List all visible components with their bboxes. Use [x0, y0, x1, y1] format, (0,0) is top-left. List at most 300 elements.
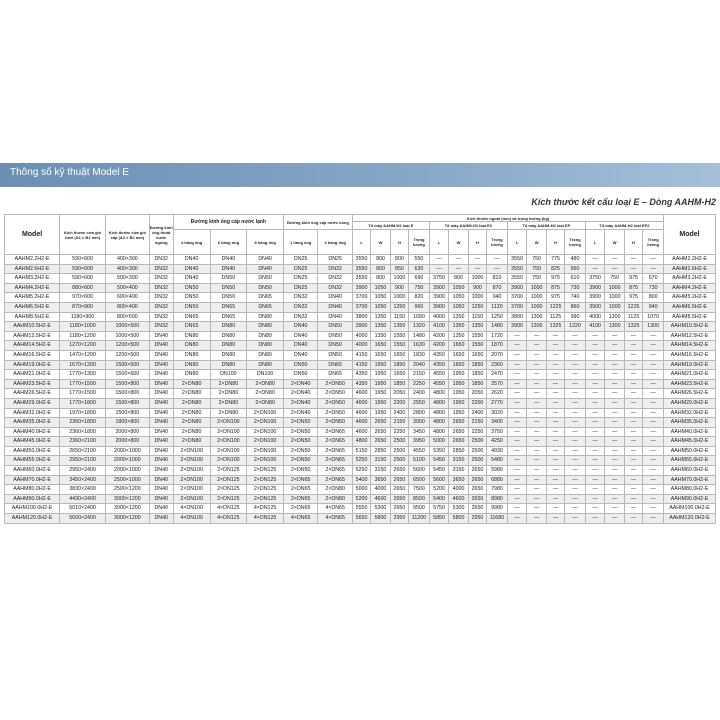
table-cell: —	[546, 504, 564, 514]
table-cell: 5350	[429, 446, 449, 456]
table-cell: 3650	[371, 475, 391, 485]
table-cell: 2400	[390, 408, 408, 418]
table-body	[5, 255, 716, 524]
table-cell: —	[585, 456, 605, 466]
table-cell: 2650	[371, 437, 391, 447]
table-cell: —	[429, 255, 449, 265]
header-cold-col: 4 hàng ống	[173, 230, 210, 255]
model-cell: AAHM26.5H2-E	[5, 389, 60, 399]
table-cell: 3650	[449, 475, 469, 485]
table-cell: 3150	[371, 456, 391, 466]
table-cell: —	[585, 475, 605, 485]
table-cell: 3900	[352, 283, 370, 293]
table-cell: 2650	[449, 437, 469, 447]
table-cell: 2×DN40	[283, 379, 317, 389]
table-cell: 3900	[429, 283, 449, 293]
table-cell: 2500	[468, 446, 486, 456]
table-cell: 2650	[468, 504, 486, 514]
table-cell: 4000	[352, 341, 370, 351]
table-cell: DN80	[173, 370, 210, 380]
table-cell: 2200	[468, 398, 486, 408]
table-cell: 590×600	[60, 274, 106, 284]
table-cell: —	[527, 456, 547, 466]
table-cell: 1950	[371, 379, 391, 389]
table-cell: DN50	[318, 350, 352, 360]
table-cell: 1950	[449, 408, 469, 418]
table-cell: 2070	[487, 350, 508, 360]
table-cell: DN40	[318, 293, 352, 303]
model-cell: AAHM5.2H2-E	[664, 293, 716, 303]
table-cell: 4×DN125	[247, 514, 284, 524]
header-model-left: Model	[5, 215, 60, 255]
table-cell: 4150	[352, 350, 370, 360]
header-dims-group: Kích thước ngoài (mm) và trọng lượng (kg)	[352, 215, 663, 222]
table-cell: 750	[527, 264, 547, 274]
table-cell: —	[527, 370, 547, 380]
table-cell: 1320	[409, 322, 430, 332]
table-cell: 5550	[352, 504, 370, 514]
table-cell: 2×DN100	[247, 437, 284, 447]
table-cell: DN40	[149, 427, 173, 437]
table-cell: 2650	[468, 466, 486, 476]
table-cell: DN100	[210, 370, 247, 380]
table-cell: DN65	[210, 302, 247, 312]
table-cell: 1950	[371, 408, 391, 418]
table-cell: —	[527, 494, 547, 504]
table-cell: —	[585, 446, 605, 456]
table-cell: 5300	[371, 504, 391, 514]
table-cell: —	[527, 437, 547, 447]
table-cell: —	[643, 389, 664, 399]
table-cell: —	[585, 504, 605, 514]
table-cell: 1950	[449, 370, 469, 380]
table-cell: 2×DN40	[283, 398, 317, 408]
table-cell: 2800	[409, 408, 430, 418]
table-cell: 550	[409, 255, 430, 265]
table-cell: —	[605, 341, 625, 351]
table-cell: DN40	[149, 504, 173, 514]
table-cell: —	[605, 427, 625, 437]
table-cell: 1350	[468, 322, 486, 332]
table-cell: 1670×1200	[60, 360, 106, 370]
table-cell: 2×DN80	[210, 389, 247, 399]
table-cell: 2500	[468, 456, 486, 466]
table-cell: DN80	[173, 341, 210, 351]
table-cell: 630	[409, 264, 430, 274]
table-cell: 1550	[390, 341, 408, 351]
table-cell: DN32	[149, 312, 173, 322]
table-subtitle: Kích thước kết cấu loại E – Dòng AAHM-H2	[531, 197, 716, 207]
table-row	[5, 494, 716, 504]
table-cell: —	[527, 341, 547, 351]
table-cell: 800	[371, 255, 391, 265]
table-cell: 4800	[429, 398, 449, 408]
table-cell: —	[605, 466, 625, 476]
table-cell: —	[585, 389, 605, 399]
table-cell: —	[643, 379, 664, 389]
table-cell: 750	[409, 283, 430, 293]
table-cell: 5000	[352, 485, 370, 495]
table-cell: DN32	[149, 274, 173, 284]
table-cell: 1350	[371, 331, 391, 341]
table-row	[5, 475, 716, 485]
table-cell: DN65	[210, 312, 247, 322]
header-dim-col: W	[605, 230, 625, 255]
table-cell: 2×DN50	[283, 418, 317, 428]
table-cell: 2×DN50	[283, 446, 317, 456]
table-cell: 3900	[507, 283, 527, 293]
table-cell: —	[624, 370, 642, 380]
table-cell: 3800	[507, 312, 527, 322]
table-cell: DN32	[283, 312, 317, 322]
table-cell: 2×DN80	[210, 408, 247, 418]
table-cell: 3750	[487, 427, 508, 437]
table-cell: 1950	[449, 389, 469, 399]
table-cell: —	[585, 408, 605, 418]
table-cell: 4600	[371, 494, 391, 504]
table-cell: 2×DN65	[283, 504, 317, 514]
table-cell: 1350	[371, 312, 391, 322]
model-cell: AAHM23.5H2-E	[664, 379, 716, 389]
table-cell: 5150	[352, 446, 370, 456]
table-cell: 1630	[409, 341, 430, 351]
model-cell: AAHM8.5H2-E	[664, 312, 716, 322]
table-cell: —	[487, 255, 508, 265]
table-cell: 975	[624, 274, 642, 284]
table-cell: DN40	[149, 350, 173, 360]
table-cell: —	[643, 370, 664, 380]
table-cell: 1480	[487, 322, 508, 332]
table-cell: 2040	[409, 360, 430, 370]
table-cell: —	[507, 514, 527, 524]
table-row	[5, 331, 716, 341]
table-cell: 1950	[449, 398, 469, 408]
table-cell: 4×DN100	[173, 514, 210, 524]
table-cell: 1050	[371, 302, 391, 312]
table-cell: —	[468, 255, 486, 265]
table-cell: 5250	[352, 466, 370, 476]
table-cell: 1830	[409, 350, 430, 360]
table-cell: —	[643, 331, 664, 341]
table-cell: —	[643, 264, 664, 274]
table-cell: 1500×500	[106, 360, 150, 370]
table-cell: 1300	[605, 312, 625, 322]
table-cell: —	[585, 398, 605, 408]
table-cell: DN32	[149, 293, 173, 303]
table-cell: 1000	[390, 274, 408, 284]
table-cell: 2950	[390, 514, 408, 524]
table-cell: —	[565, 504, 586, 514]
table-cell: —	[565, 341, 586, 351]
table-cell: 3450	[409, 427, 430, 437]
table-cell: 2×DN65	[318, 475, 352, 485]
table-cell: 2×DN80	[247, 389, 284, 399]
table-cell: 5250	[352, 456, 370, 466]
table-row	[5, 379, 716, 389]
table-cell: 5600×2400	[60, 514, 106, 524]
table-cell: 2×DN80	[247, 398, 284, 408]
table-cell: 3900	[585, 293, 605, 303]
table-cell: 1770×1800	[60, 398, 106, 408]
table-cell: 6880	[487, 475, 508, 485]
table-cell: 2×DN100	[173, 485, 210, 495]
table-cell: 2650	[371, 427, 391, 437]
model-cell: AAHM45.0H2-E	[5, 437, 60, 447]
table-cell: —	[546, 408, 564, 418]
table-cell: DN80	[247, 312, 284, 322]
model-cell: AAHM21.0H2-E	[664, 370, 716, 380]
table-cell: —	[643, 418, 664, 428]
table-row	[5, 514, 716, 524]
table-cell: DN80	[210, 341, 247, 351]
table-cell: 1650	[371, 341, 391, 351]
table-cell: 1150	[468, 312, 486, 322]
table-cell: —	[624, 350, 642, 360]
table-cell: —	[527, 350, 547, 360]
table-cell: —	[585, 494, 605, 504]
table-cell: —	[527, 379, 547, 389]
table-cell: 3900	[429, 293, 449, 303]
table-row	[5, 389, 716, 399]
table-cell: —	[605, 446, 625, 456]
table-cell: 3700	[352, 302, 370, 312]
table-cell: 1325	[624, 322, 642, 332]
table-cell: 4×DN100	[173, 504, 210, 514]
table-cell: 4×DN65	[318, 504, 352, 514]
table-cell: —	[507, 437, 527, 447]
table-cell: 2150	[390, 418, 408, 428]
table-cell: 600×400	[106, 293, 150, 303]
table-cell: 1000	[527, 302, 547, 312]
table-cell: 800	[371, 264, 391, 274]
table-cell: 1950	[371, 370, 391, 380]
model-cell: AAHM4.2H2-E	[5, 283, 60, 293]
table-cell: DN40	[149, 418, 173, 428]
table-cell: 2×DN100	[247, 418, 284, 428]
table-cell: —	[546, 466, 564, 476]
section-banner	[0, 163, 720, 187]
table-cell: 2650×2100	[60, 446, 106, 456]
table-cell: 730	[565, 283, 586, 293]
table-cell: DN40	[318, 312, 352, 322]
table-cell: DN40	[149, 456, 173, 466]
table-cell: 1650	[390, 370, 408, 380]
table-row	[5, 456, 716, 466]
header-dim-col: L	[429, 230, 449, 255]
table-cell: 4350	[429, 360, 449, 370]
table-cell: —	[565, 475, 586, 485]
table-cell: DN80	[210, 350, 247, 360]
table-cell: 2×DN50	[318, 398, 352, 408]
table-cell: 2×DN80	[173, 398, 210, 408]
table-cell: 750	[605, 274, 625, 284]
table-cell: 3550	[352, 274, 370, 284]
table-cell: DN50	[173, 293, 210, 303]
table-cell: —	[507, 446, 527, 456]
table-cell: 880×600	[60, 283, 106, 293]
table-cell: 1050	[449, 302, 469, 312]
header-dim-col: H	[624, 230, 642, 255]
table-cell: 4150	[352, 360, 370, 370]
table-cell: 5600	[409, 466, 430, 476]
table-cell: DN40	[149, 475, 173, 485]
table-cell: 9500	[409, 504, 430, 514]
table-cell: DN32	[149, 283, 173, 293]
table-cell: DN40	[173, 274, 210, 284]
header-cold-col: 6 hàng ống	[210, 230, 247, 255]
table-cell: —	[546, 494, 564, 504]
table-cell: 500×400	[106, 283, 150, 293]
table-cell: 1470×1200	[60, 350, 106, 360]
table-cell: 2×DN40	[283, 408, 317, 418]
table-cell: 2400	[409, 389, 430, 399]
model-cell: AAHM19.0H2-E	[5, 360, 60, 370]
table-cell: 1650	[468, 350, 486, 360]
table-cell: 4800	[352, 437, 370, 447]
model-cell: AAHM12.5H2-E	[5, 331, 60, 341]
table-cell: —	[546, 360, 564, 370]
table-cell: DN25	[283, 264, 317, 274]
table-cell: 400×300	[106, 255, 150, 265]
table-cell: 1550	[468, 331, 486, 341]
table-cell: 2×DN125	[210, 494, 247, 504]
table-cell: 2×DN100	[210, 437, 247, 447]
table-cell: —	[605, 504, 625, 514]
table-cell: 4350	[429, 350, 449, 360]
model-cell: AAHM100.0H2-E	[664, 504, 716, 514]
table-cell: 2500	[390, 456, 408, 466]
header-dim-col: H	[546, 230, 564, 255]
table-cell: 875	[546, 283, 564, 293]
table-cell: —	[585, 466, 605, 476]
table-cell: DN80	[247, 350, 284, 360]
table-cell: —	[546, 514, 564, 524]
table-cell: 2×DN65	[318, 466, 352, 476]
table-cell: 2×DN125	[247, 475, 284, 485]
table-cell: —	[565, 456, 586, 466]
model-cell: AAHM35.0H2-E	[5, 418, 60, 428]
table-cell: DN50	[210, 283, 247, 293]
model-cell: AAHM10.5H2-E	[664, 322, 716, 332]
table-cell: 2×DN125	[210, 485, 247, 495]
header-dim-col: Trọng lượng	[409, 230, 430, 255]
table-cell: 1000	[527, 283, 547, 293]
table-cell: 3830×2400	[60, 485, 106, 495]
model-cell: AAHM55.0H2-E	[664, 456, 716, 466]
table-cell: —	[527, 427, 547, 437]
table-cell: —	[507, 466, 527, 476]
table-cell: 11200	[409, 514, 430, 524]
model-cell: AAHM120.0H2-E	[664, 514, 716, 524]
table-cell: 2850	[449, 446, 469, 456]
table-cell: —	[585, 255, 605, 265]
table-cell: 900	[468, 283, 486, 293]
table-cell: 2×DN100	[247, 456, 284, 466]
header-hot-col: 1 hàng ống	[283, 230, 317, 255]
table-cell: 1550	[468, 341, 486, 351]
table-cell: —	[585, 341, 605, 351]
table-cell: 800×400	[106, 302, 150, 312]
table-cell: 870×900	[60, 302, 106, 312]
table-cell: 4550	[429, 370, 449, 380]
table-cell: DN40	[149, 331, 173, 341]
table-cell: DN50	[318, 331, 352, 341]
table-cell: DN40	[149, 446, 173, 456]
table-cell: —	[643, 466, 664, 476]
table-cell: —	[585, 379, 605, 389]
table-cell: 4000	[371, 485, 391, 495]
table-cell: 1500×800	[106, 398, 150, 408]
table-cell: 1300	[605, 322, 625, 332]
table-row	[5, 302, 716, 312]
table-cell: 1120	[487, 302, 508, 312]
table-cell: 2150	[409, 370, 430, 380]
table-cell: DN40	[247, 255, 284, 265]
table-cell: —	[643, 408, 664, 418]
table-cell: 975	[546, 274, 564, 284]
table-cell: 1180×900	[60, 312, 106, 322]
table-cell: 2500×1200	[106, 485, 150, 495]
table-cell: —	[546, 379, 564, 389]
table-cell: —	[605, 418, 625, 428]
table-cell: 4600	[352, 398, 370, 408]
table-cell: —	[507, 398, 527, 408]
table-cell: —	[585, 514, 605, 524]
table-cell: 4000	[449, 485, 469, 495]
table-cell: 2770	[487, 398, 508, 408]
table-cell: —	[546, 437, 564, 447]
table-cell: 1250	[390, 302, 408, 312]
table-cell: 3900	[429, 302, 449, 312]
table-cell: 2950	[468, 514, 486, 524]
table-cell: 2×DN65	[283, 475, 317, 485]
table-cell: 750	[527, 274, 547, 284]
table-cell: 1250	[468, 302, 486, 312]
table-cell: 1000	[605, 302, 625, 312]
table-cell: 3750	[429, 274, 449, 284]
table-cell: 810	[487, 274, 508, 284]
table-cell: 3550	[352, 255, 370, 265]
table-cell: 1200×500	[106, 350, 150, 360]
table-cell: —	[605, 437, 625, 447]
header-hot-group: Đường kính ống cấp nước nóng	[283, 215, 352, 230]
table-cell: 7980	[487, 485, 508, 495]
table-cell: 2360	[487, 360, 508, 370]
table-cell: —	[565, 370, 586, 380]
header-unit-ep2: Tổ máy AAHM-H2 loại EP2	[585, 222, 663, 230]
table-cell: 3900	[585, 302, 605, 312]
table-cell: —	[605, 485, 625, 495]
table-cell: DN40	[318, 302, 352, 312]
table-row	[5, 274, 716, 284]
table-cell: —	[527, 398, 547, 408]
table-cell: —	[507, 427, 527, 437]
table-cell: —	[507, 389, 527, 399]
header-dim-col: L	[585, 230, 605, 255]
table-row	[5, 418, 716, 428]
table-cell: 5600	[429, 475, 449, 485]
table-cell: 3550	[507, 264, 527, 274]
table-cell: DN65	[173, 312, 210, 322]
table-cell: 2×DN65	[318, 446, 352, 456]
table-cell: —	[565, 494, 586, 504]
table-row	[5, 312, 716, 322]
table-cell: 900	[390, 283, 408, 293]
model-cell: AAHM19.0H2-E	[664, 360, 716, 370]
table-cell: —	[643, 504, 664, 514]
table-cell: —	[605, 379, 625, 389]
table-cell: 2×DN80	[173, 437, 210, 447]
